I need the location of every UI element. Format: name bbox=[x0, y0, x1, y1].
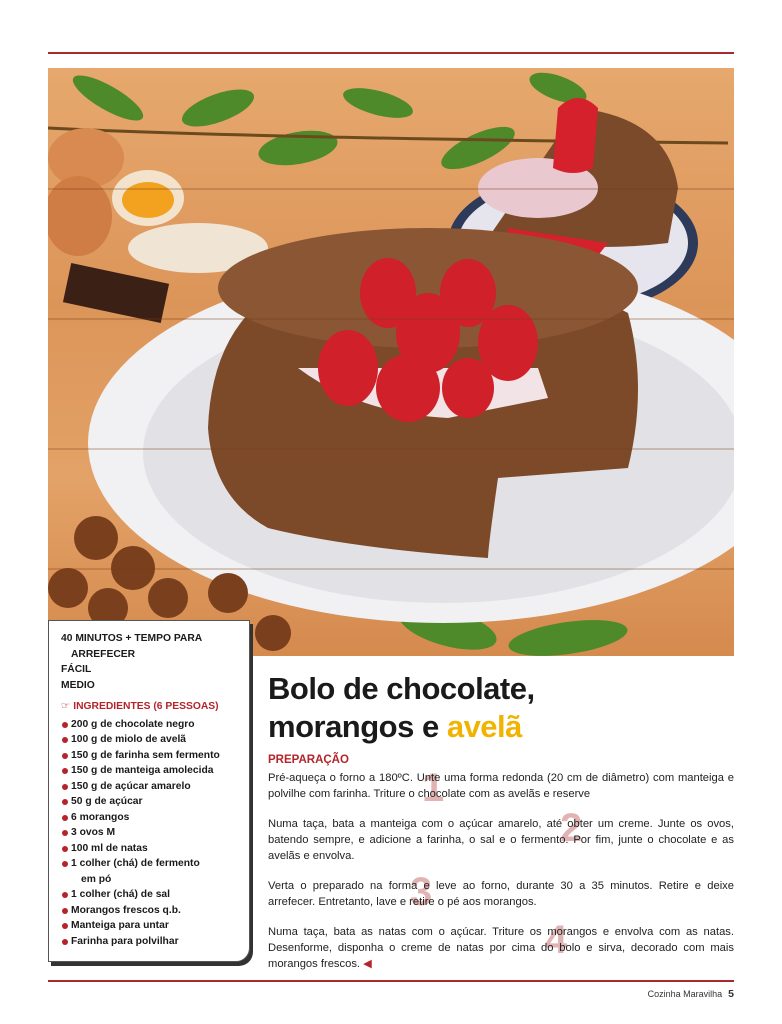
ingredient-item: 100 ml de natas bbox=[61, 841, 241, 857]
page-number: 5 bbox=[728, 988, 734, 1000]
magazine-name: Cozinha Maravilha bbox=[647, 989, 723, 999]
ingredient-item: 200 g de chocolate negro bbox=[61, 717, 241, 733]
title-line-1: Bolo de chocolate, bbox=[268, 671, 535, 706]
prep-time: 40 MINUTOS + TEMPO PARA bbox=[61, 633, 203, 644]
title-line-2: morangos e avelã bbox=[268, 709, 522, 744]
step-paragraph: Numa taça, bata a manteiga com o açúcar amarelo, até obter um creme. Junte os ovos, batendo sempre, e adicione a farinha, o sal e o fermento. Por fim, junte o chocolate e as avelãs e envolva. bbox=[268, 818, 734, 862]
ingredient-item: 100 g de miolo de avelã bbox=[61, 732, 241, 748]
title-accent-word: avelã bbox=[446, 709, 522, 744]
ingredient-item: 50 g de açúcar bbox=[61, 794, 241, 810]
ingredient-item: Farinha para polvilhar bbox=[61, 934, 241, 950]
recipe-title bbox=[268, 670, 535, 746]
ingredient-item: 3 ovos M bbox=[61, 825, 241, 841]
ingredients-list bbox=[61, 717, 241, 950]
ingredient-item: Manteiga para untar bbox=[61, 918, 241, 934]
step-number-3: 3 bbox=[410, 870, 433, 914]
ingredient-item: 1 colher (chá) de sal bbox=[61, 887, 241, 903]
ingredient-item: 1 colher (chá) de fermento bbox=[61, 856, 241, 872]
ingredients-heading: ☞ INGREDIENTES (6 PESSOAS) bbox=[61, 699, 241, 715]
preparation-body bbox=[268, 770, 734, 986]
recipe-photo bbox=[48, 68, 734, 656]
ingredient-item: 6 morangos bbox=[61, 810, 241, 826]
recipe-meta bbox=[61, 631, 241, 693]
step-paragraph: Pré-aqueça o forno a 180ºC. Unte uma forma redonda (20 cm de diâmetro) com manteiga e polvilhe com farinha. Triture o chocolate com as avelãs e reserve bbox=[268, 772, 734, 800]
step-number-1: 1 bbox=[422, 766, 445, 810]
pointing-hand-icon: ☞ bbox=[61, 701, 71, 712]
ingredient-item: 150 g de farinha sem fermento bbox=[61, 748, 241, 764]
end-triangle-icon: ◀ bbox=[363, 958, 372, 970]
prep-time-continued: ARREFECER bbox=[71, 648, 136, 660]
ingredient-item: 150 g de manteiga amolecida bbox=[61, 763, 241, 779]
cost: MEDIO bbox=[61, 679, 95, 691]
ingredient-item: Morangos frescos q.b. bbox=[61, 903, 241, 919]
difficulty: FÁCIL bbox=[61, 664, 92, 675]
top-rule bbox=[48, 52, 734, 54]
step-number-2: 2 bbox=[560, 806, 583, 850]
page-footer bbox=[648, 988, 734, 1000]
step-number-4: 4 bbox=[545, 918, 568, 962]
recipe-info-box bbox=[48, 620, 250, 962]
ingredient-continuation: em pó bbox=[81, 873, 112, 885]
bottom-rule bbox=[48, 980, 734, 982]
step-paragraph: Verta o preparado na forma e leve ao forno, durante 30 a 35 minutos. Retire e deixe arrefecer. Entretanto, lave e retire o pé aos morangos. bbox=[268, 880, 734, 908]
preparation-heading: PREPARAÇÃO bbox=[268, 754, 349, 766]
ingredient-item: 150 g de açúcar amarelo bbox=[61, 779, 241, 795]
step-paragraph: Numa taça, bata as natas com o açúcar. Triture os morangos e envolva com as natas. Desenforme, disponha o creme de natas por cima do bolo e sirva, decorado com mais morangos frescos. ◀ bbox=[268, 926, 734, 970]
